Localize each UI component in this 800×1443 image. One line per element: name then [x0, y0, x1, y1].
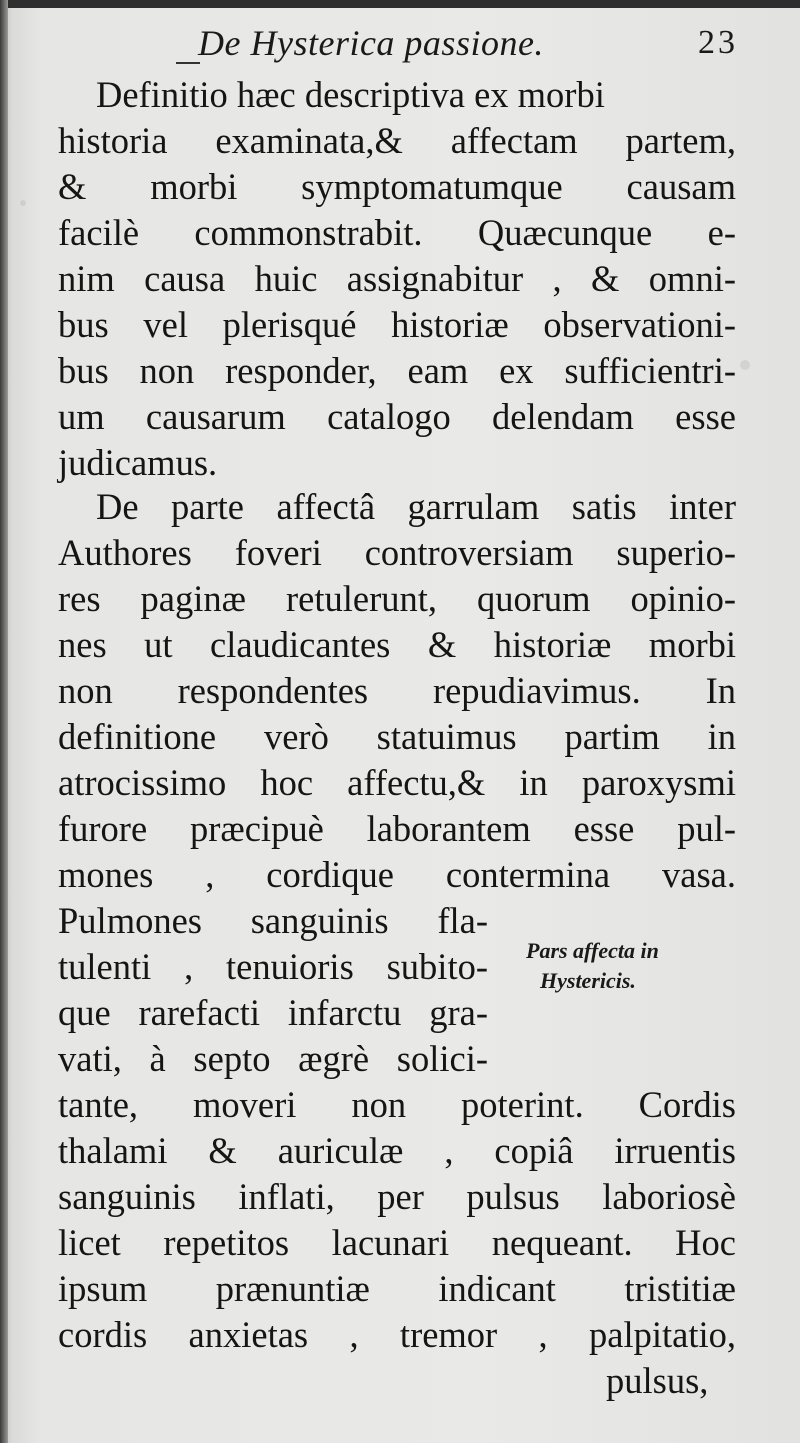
text-line: cordis anxietas , tremor , palpitatio,	[58, 1314, 736, 1355]
text-line: licet repetitos lacunari nequeant. Hoc	[58, 1222, 736, 1263]
text-line: facilè commonstrabit. Quæcunque e-	[58, 212, 736, 253]
text-line: historia examinata,& affectam partem,	[58, 120, 736, 161]
running-head	[0, 22, 800, 72]
margin-note-line: Pars affecta in	[526, 938, 659, 963]
text-line: judicamus.	[58, 442, 218, 483]
text-line: que rarefacti infarctu gra-	[58, 992, 488, 1033]
text-line: mones , cordique contermina vasa.	[58, 854, 736, 895]
text-line: De parte affectâ garrulam satis inter	[96, 486, 736, 527]
page-left-edge	[0, 0, 8, 1443]
page-top-edge	[0, 0, 800, 8]
text-line: atrocissimo hoc affectu,& in paroxysmi	[58, 762, 736, 803]
text-line: sanguinis inflati, per pulsus laboriosè	[58, 1176, 736, 1217]
margin-note-line: Hystericis.	[540, 968, 636, 993]
text-line: vati, à septo ægrè solici-	[58, 1038, 488, 1079]
text-line: um causarum catalogo delendam esse	[58, 396, 736, 437]
text-line: bus non responder, eam ex sufficientri-	[58, 350, 736, 391]
text-line: nes ut claudicantes & historiæ morbi	[58, 624, 736, 665]
text-line: thalami & auriculæ , copiâ irruentis	[58, 1130, 736, 1171]
text-line: Definitio hæc descriptiva ex morbi	[96, 74, 605, 115]
text-line: nim causa huic assignabitur , & omni-	[58, 258, 736, 299]
running-head-title: De Hysterica passione.	[198, 23, 544, 63]
running-head-rule	[176, 62, 200, 64]
text-line: ipsum prænuntiæ indicant tristitiæ	[58, 1268, 736, 1309]
text-line: furore præcipuè laborantem esse pul-	[58, 808, 736, 849]
ink-spot	[20, 200, 26, 206]
text-line: definitione verò statuimus partim in	[58, 716, 736, 757]
text-line: Authores foveri controversiam superio-	[58, 532, 736, 573]
text-line: non respondentes repudiavimus. In	[58, 670, 736, 711]
page-number: 23	[698, 24, 738, 61]
text-line: res paginæ retulerunt, quorum opinio-	[58, 578, 736, 619]
text-line: & morbi symptomatumque causam	[58, 166, 736, 207]
text-line: Pulmones sanguinis fla-	[58, 900, 488, 941]
text-line: tulenti , tenuioris subito-	[58, 946, 488, 987]
ink-spot	[740, 360, 750, 370]
text-line: bus vel plerisqué historiæ observationi-	[58, 304, 736, 345]
catchword: pulsus,	[606, 1360, 709, 1401]
text-line: tante, moveri non poterint. Cordis	[58, 1084, 736, 1125]
